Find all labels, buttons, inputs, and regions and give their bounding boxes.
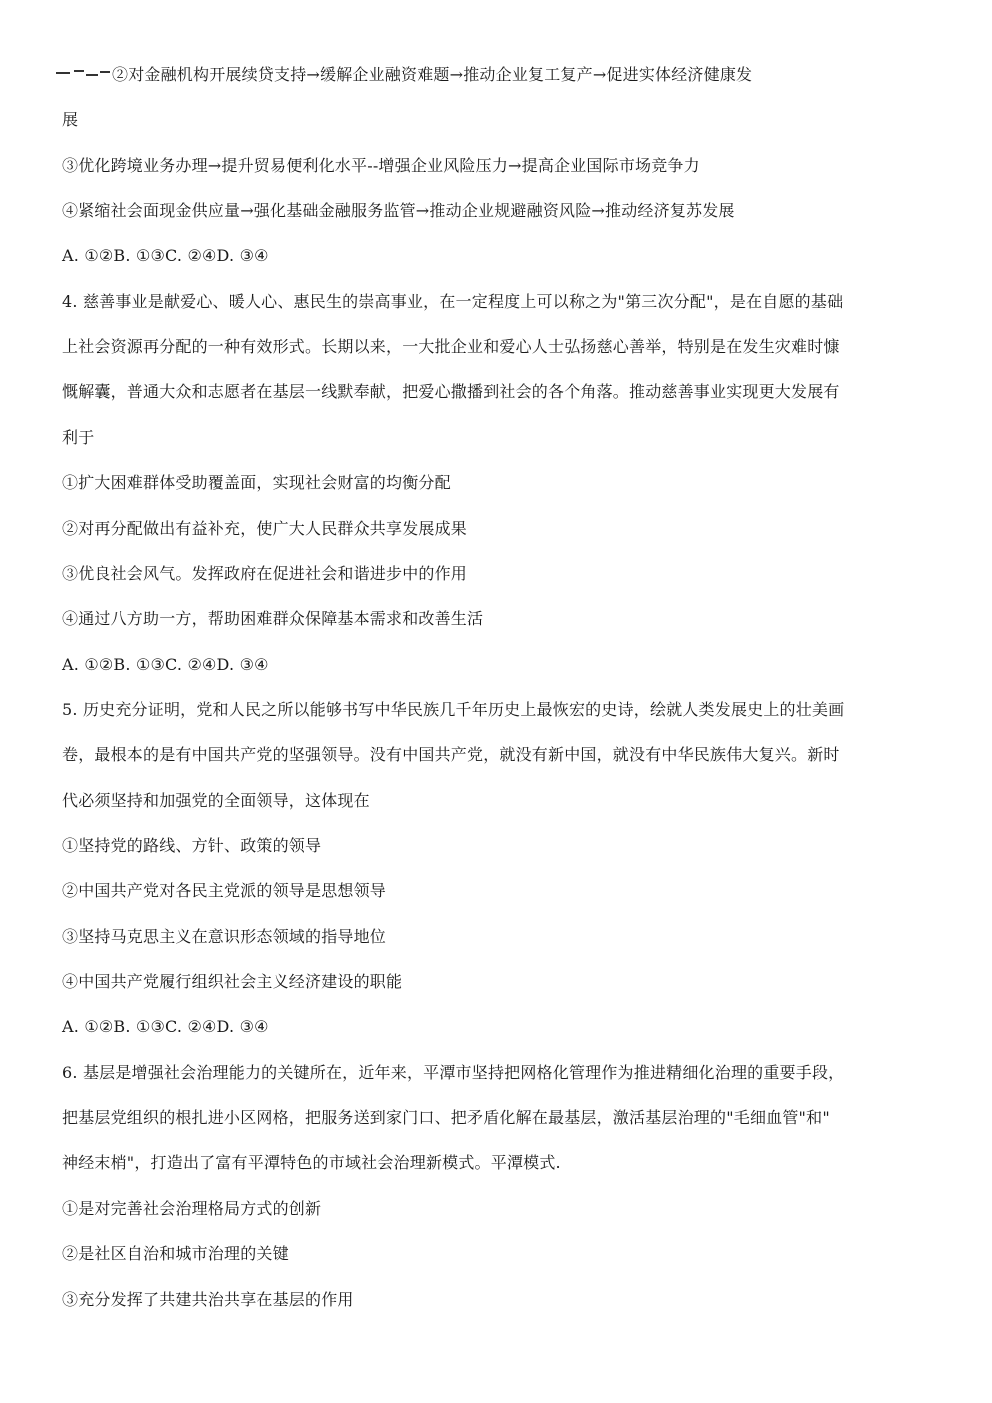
text-line bbox=[112, 64, 932, 86]
text-line bbox=[62, 381, 932, 403]
line-text: 利于 bbox=[62, 428, 95, 447]
line-text: ③优良社会风气。发挥政府在促进社会和谐进步中的作用 bbox=[62, 564, 468, 583]
text-line bbox=[62, 1243, 932, 1265]
text-line bbox=[62, 790, 932, 812]
line-text: A. ①②B. ①③C. ②④D. ③④ bbox=[62, 246, 269, 265]
line-text: ①坚持党的路线、方针、政策的领导 bbox=[62, 836, 322, 855]
line-text: ①扩大困难群体受助覆盖面，实现社会财富的均衡分配 bbox=[62, 473, 451, 492]
line-text: 慨解囊，普通大众和志愿者在基层一线默奉献，把爱心撒播到社会的各个角落。推动慈善事业实现更大发展有 bbox=[62, 382, 840, 401]
line-text: ②对再分配做出有益补充，使广大人民群众共享发展成果 bbox=[62, 519, 468, 538]
question-5-stem bbox=[62, 699, 932, 721]
line-text: 神经末梢"，打造出了富有平潭特色的市域社会治理新模式。平潭模式. bbox=[62, 1153, 561, 1172]
line-text: ②是社区自治和城市治理的关键 bbox=[62, 1244, 289, 1263]
text-line bbox=[62, 971, 932, 993]
text-line bbox=[62, 835, 932, 857]
line-text: 4. 慈善事业是献爱心、暖人心、惠民生的崇高事业，在一定程度上可以称之为"第三次分配"，是在自愿的基础 bbox=[62, 292, 844, 311]
line-text: 卷，最根本的是有中国共产党的坚强领导。没有中国共产党，就没有新中国，就没有中华民族伟大复兴。新时 bbox=[62, 745, 840, 764]
text-line bbox=[62, 926, 932, 948]
text-line bbox=[62, 336, 932, 358]
text-line bbox=[62, 608, 932, 630]
line-text: 把基层党组织的根扎进小区网格，把服务送到家门口、把矛盾化解在最基层，激活基层治理的"毛细血管"和" bbox=[62, 1108, 830, 1127]
line-text: 上社会资源再分配的一种有效形式。长期以来，一大批企业和爱心人士弘扬慈心善举，特别是在发生灾难时慷 bbox=[62, 337, 840, 356]
line-text: A. ①②B. ①③C. ②④D. ③④ bbox=[62, 1017, 269, 1036]
line-text: 6. 基层是增强社会治理能力的关键所在，近年来，平潭市坚持把网格化管理作为推进精细化治理的重要手段， bbox=[62, 1063, 845, 1082]
text-line bbox=[62, 155, 932, 177]
text-line bbox=[62, 200, 932, 222]
text-line bbox=[62, 563, 932, 585]
line-text: ②中国共产党对各民主党派的领导是思想领导 bbox=[62, 881, 387, 900]
cropped-text-fragment bbox=[56, 67, 112, 81]
text-line bbox=[62, 1107, 932, 1129]
text-line bbox=[62, 427, 932, 449]
answer-options bbox=[62, 654, 932, 676]
line-text: 展 bbox=[62, 110, 79, 129]
text-line bbox=[62, 1289, 932, 1311]
answer-options bbox=[62, 1016, 932, 1038]
line-text: A. ①②B. ①③C. ②④D. ③④ bbox=[62, 655, 269, 674]
text-line bbox=[62, 744, 932, 766]
text-line bbox=[62, 518, 932, 540]
text-line bbox=[62, 109, 932, 131]
text-line bbox=[62, 880, 932, 902]
line-text: ②对金融机构开展续贷支持→缓解企业融资难题→推动企业复工复产→促进实体经济健康发 bbox=[112, 65, 753, 84]
question-4-stem bbox=[62, 291, 932, 313]
line-text: ④中国共产党履行组织社会主义经济建设的职能 bbox=[62, 972, 403, 991]
text-line bbox=[62, 472, 932, 494]
text-line bbox=[62, 1152, 932, 1174]
line-text: ④紧缩社会面现金供应量→强化基础金融服务监管→推动企业规避融资风险→推动经济复苏发展 bbox=[62, 201, 735, 220]
line-text: ③充分发挥了共建共治共享在基层的作用 bbox=[62, 1290, 354, 1309]
line-text: 5. 历史充分证明，党和人民之所以能够书写中华民族几千年历史上最恢宏的史诗，绘就人类发展史上的壮美画 bbox=[62, 700, 845, 719]
line-text: ①是对完善社会治理格局方式的创新 bbox=[62, 1199, 322, 1218]
answer-options bbox=[62, 245, 932, 267]
line-text: ④通过八方助一方，帮助困难群众保障基本需求和改善生活 bbox=[62, 609, 484, 628]
question-6-stem bbox=[62, 1062, 932, 1084]
line-text: ③坚持马克思主义在意识形态领域的指导地位 bbox=[62, 927, 387, 946]
line-text: 代必须坚持和加强党的全面领导，这体现在 bbox=[62, 791, 370, 810]
text-line bbox=[62, 1198, 932, 1220]
line-text: ③优化跨境业务办理→提升贸易便利化水平--增强企业风险压力→提高企业国际市场竞争力 bbox=[62, 156, 700, 175]
